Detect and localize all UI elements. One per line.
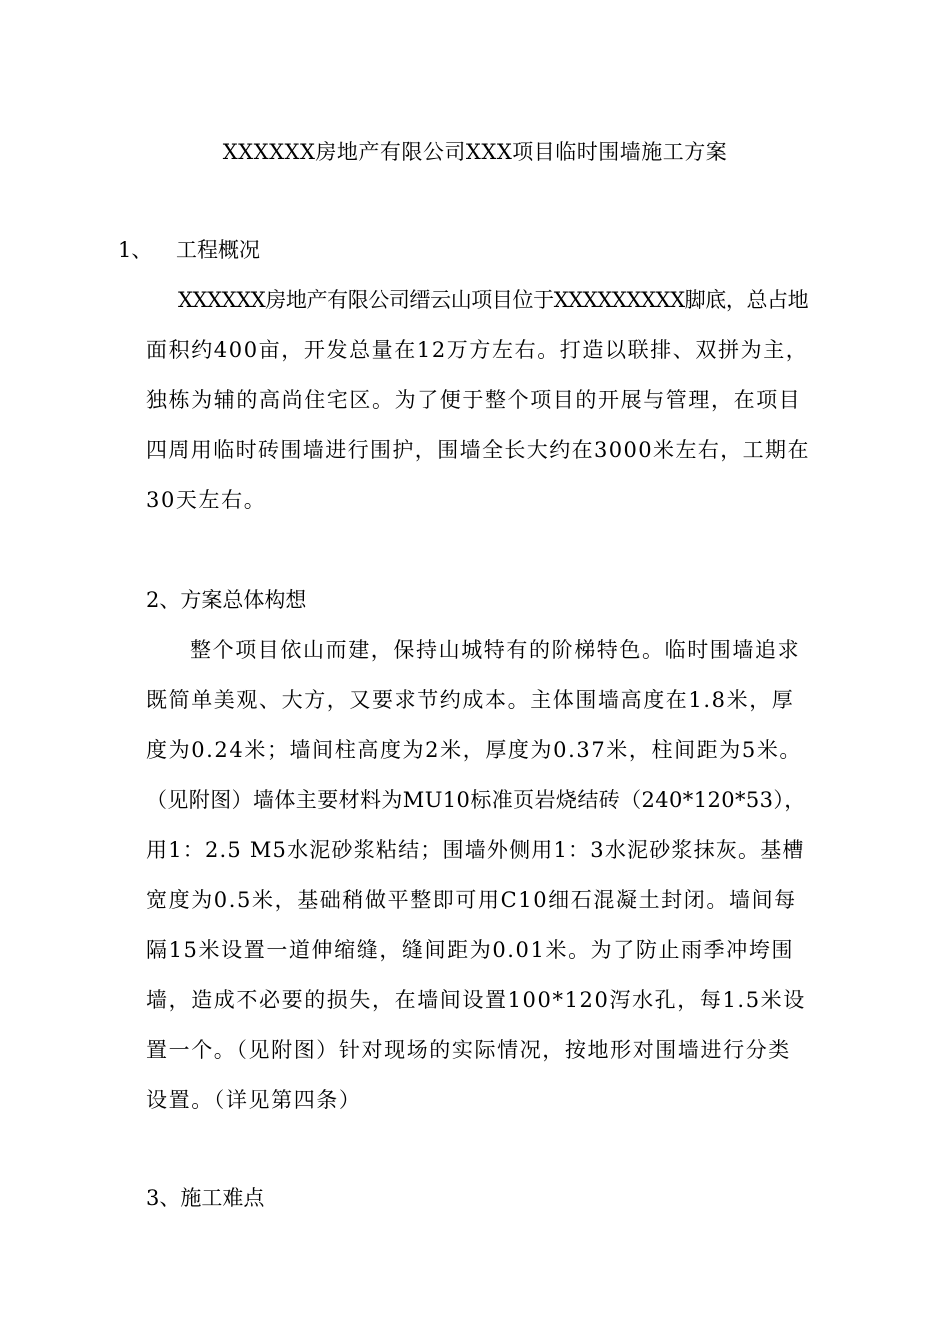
section-1-heading: [118, 234, 260, 266]
section-1-title: 工程概况: [176, 238, 260, 262]
section-3-title: 施工难点: [180, 1186, 265, 1210]
section-3-number: 3、: [146, 1186, 181, 1210]
section-1-line-5: 30天左右。: [146, 488, 267, 512]
section-1-line-4: 四周用临时砖围墙进行围护，围墙全长大约在3000米左右，工期在: [146, 438, 810, 462]
section-2-number: 2、: [146, 588, 181, 612]
section-2-line-6: 宽度为0.5米，基础稍做平整即可用C10细石混凝土封闭。墙间每: [146, 888, 797, 912]
section-2-line-7: 隔15米设置一道伸缩缝，缝间距为0.01米。为了防止雨季冲垮围: [146, 938, 795, 962]
section-3-heading: [146, 1182, 264, 1214]
section-2-heading: [146, 584, 306, 616]
section-2-line-3: 度为0.24米；墙间柱高度为2米，厚度为0.37米，柱间距为5米。: [146, 738, 803, 762]
section-2-line-9: 置一个。（见附图）针对现场的实际情况，按地形对围墙进行分类: [146, 1038, 791, 1062]
section-2-line-4: （见附图）墙体主要材料为MU10标准页岩烧结砖（240*120*53），: [146, 788, 806, 812]
section-1-line-2: 面积约400亩，开发总量在12万方左右。打造以联排、双拼为主，: [146, 338, 809, 362]
section-2-line-5: 用1：2.5 M5水泥砂浆粘结；围墙外侧用1：3水泥砂浆抹灰。基槽: [146, 838, 805, 862]
section-2-line-10: 设置。（详见第四条）: [146, 1088, 362, 1112]
section-2-title: 方案总体构想: [180, 588, 307, 612]
section-2-line-2: 既简单美观、大方，又要求节约成本。主体围墙高度在1.8米，厚: [146, 688, 795, 712]
section-2-line-1: 整个项目依山而建，保持山城特有的阶梯特色。临时围墙追求: [190, 638, 801, 662]
section-1-number: 1、: [118, 238, 153, 262]
section-1-line-3: 独栋为辅的高尚住宅区。为了便于整个项目的开展与管理，在项目: [146, 388, 802, 412]
section-1-line-1: XXXXXX房地产有限公司缙云山项目位于XXXXXXXXX脚底，总占地: [178, 288, 809, 312]
document-title: XXXXXX房地产有限公司XXX项目临时围墙施工方案: [222, 140, 728, 164]
section-2-line-8: 墙，造成不必要的损失，在墙间设置100*120泻水孔，每1.5米设: [146, 988, 806, 1012]
